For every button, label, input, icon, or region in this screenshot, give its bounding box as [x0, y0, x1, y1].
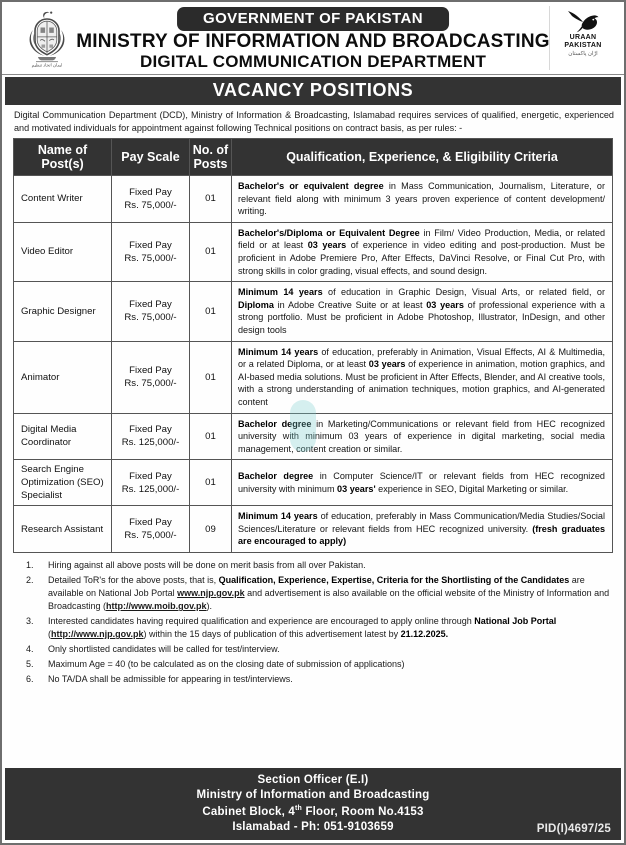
- column-header-post: Name of Post(s): [14, 139, 112, 176]
- footer-address-pre: Cabinet Block, 4: [202, 806, 296, 818]
- vacancy-table-body: [14, 176, 613, 553]
- government-of-pakistan-banner: GOVERNMENT OF PAKISTAN: [177, 7, 449, 31]
- cell-qualification: Minimum 14 years of education, preferably in Animation, Visual Effects, AI & Multimedia, or a related Diploma, or at least 03 years of experience in animation, motion graphics, and AI-based media solutions. Must be proficient in After Effects, Blender, and AI creative tools, with a strong understanding of animation techniques, motion graphics, and AI-generated content: [232, 341, 613, 413]
- pid-number: PID(I)4697/25: [536, 822, 611, 835]
- column-header-pay-scale: Pay Scale: [112, 139, 190, 176]
- table-row: [14, 282, 613, 341]
- pay-amount: Rs. 75,000/-: [124, 312, 177, 324]
- footer-address-post: Floor, Room No.4153: [302, 806, 424, 818]
- cell-post-name: Graphic Designer: [14, 282, 112, 341]
- vacancy-table: [13, 138, 613, 553]
- uraan-pakistan-logo: [549, 6, 616, 70]
- cell-qualification: Minimum 14 years of education in Graphic Design, Visual Arts, or related field, or Diploma in Adobe Creative Suite or at least 03 years of professional experience with a strong portfolio. Must be proficient in Adobe Photoshop, Illustrator, InDesign, and other design tools: [232, 282, 613, 341]
- pay-fixed-label: Fixed Pay: [129, 299, 172, 311]
- note-item: Detailed ToR's for the above posts, that is, Qualification, Experience, Expertise, Criteria for the Shortlisting of the Candidates are available on National Job Portal www.njp.gov.pk and advertisement is also available on the official website of the Ministry of Information and Broadcasting (http://www.moib.gov.pk).: [48, 575, 610, 612]
- cell-pay-scale: [112, 176, 190, 223]
- table-row: [14, 222, 613, 281]
- cell-no-of-posts: 01: [190, 341, 232, 413]
- department-title: DIGITAL COMMUNICATION DEPARTMENT: [139, 52, 487, 71]
- pay-amount: Rs. 125,000/-: [121, 483, 180, 495]
- cell-pay-scale: [112, 341, 190, 413]
- cell-qualification: Minimum 14 years of education, preferably in Mass Communication/Media Studies/Social Sciences/Literature or relevant fields from HEC recognized university. (fresh graduates are encouraged to apply): [232, 506, 613, 553]
- cell-no-of-posts: 01: [190, 282, 232, 341]
- pay-fixed-label: Fixed Pay: [129, 365, 172, 377]
- pay-fixed-label: Fixed Pay: [129, 186, 172, 198]
- footer-address-ordinal: th: [295, 805, 303, 813]
- note-item: Maximum Age = 40 (to be calculated as on the closing date of submission of applications): [48, 659, 405, 670]
- table-row: [14, 176, 613, 223]
- table-row: [14, 506, 613, 553]
- note-item: Hiring against all above posts will be done on merit basis from all over Pakistan.: [48, 560, 366, 571]
- pay-fixed-label: Fixed Pay: [129, 239, 172, 251]
- table-header-row: [14, 139, 613, 176]
- table-row: [14, 341, 613, 413]
- pay-fixed-label: Fixed Pay: [129, 424, 172, 436]
- pay-amount: Rs. 75,000/-: [124, 199, 177, 211]
- cell-post-name: Animator: [14, 341, 112, 413]
- pay-amount: Rs. 75,000/-: [124, 530, 177, 542]
- ministry-title: MINISTRY OF INFORMATION AND BROADCASTING: [76, 31, 550, 52]
- cell-post-name: Content Writer: [14, 176, 112, 223]
- cell-no-of-posts: 01: [190, 460, 232, 506]
- falcon-bird-icon: [566, 8, 600, 34]
- pay-amount: Rs. 75,000/-: [124, 378, 177, 390]
- cell-post-name: Digital Media Coordinator: [14, 413, 112, 460]
- cell-pay-scale: [112, 506, 190, 553]
- cell-post-name: Search Engine Optimization (SEO) Specialist: [14, 460, 112, 506]
- cell-pay-scale: [112, 222, 190, 281]
- cell-pay-scale: [112, 413, 190, 460]
- footer-ministry: Ministry of Information and Broadcasting: [196, 788, 430, 801]
- footer-section-officer: Section Officer (E.I): [257, 774, 369, 787]
- cell-qualification: Bachelor's or equivalent degree in Mass Communication, Journalism, Literature, or relevant field along with minimum 3 years proven experience of content development/ writing.: [232, 176, 613, 223]
- pay-fixed-label: Fixed Pay: [129, 470, 172, 482]
- cell-no-of-posts: 01: [190, 222, 232, 281]
- cell-pay-scale: [112, 282, 190, 341]
- uraan-logo-urdu: اڑان پاکستان: [568, 51, 598, 57]
- pay-fixed-label: Fixed Pay: [129, 517, 172, 529]
- cell-qualification: Bachelor's/Diploma or Equivalent Degree in Film/ Video Production, Media, or related field or at least 03 years of experience in video editing and post-production. Must be proficient in Adobe Premiere Pro, After Effects, DaVinci Resolve, or Final Cut Pro, with strong skills in color grading, visual effects, and sound design.: [232, 222, 613, 281]
- uraan-logo-name2: PAKISTAN: [564, 42, 602, 49]
- cell-qualification: Bachelor degree in Computer Science/IT or relevant fields from HEC recognized university with minimum 03 years' experience in SEO, Digital Marketing or similar.: [232, 460, 613, 506]
- table-row: [14, 460, 613, 506]
- footer-phone: Islamabad - Ph: 051-9103659: [232, 820, 394, 833]
- table-row: [14, 413, 613, 460]
- vacancy-positions-banner: VACANCY POSITIONS: [5, 77, 621, 105]
- cell-qualification: Bachelor degree in Marketing/Communications or relevant field from HEC recognized university with minimum 03 years of experience in digital marketing, social media management, content creation or similar.: [232, 413, 613, 460]
- notes-list: [14, 559, 614, 686]
- column-header-no-of-posts: No. of Posts: [190, 139, 232, 176]
- poster-footer: [5, 768, 621, 840]
- cell-pay-scale: [112, 460, 190, 506]
- footer-address: [5, 802, 621, 819]
- cell-no-of-posts: 01: [190, 413, 232, 460]
- pay-amount: Rs. 75,000/-: [124, 252, 177, 264]
- column-header-qualification: Qualification, Experience, & Eligibility Criteria: [232, 139, 613, 176]
- note-item: Interested candidates having required qualification and experience are encouraged to apply online through National Job Portal (http://www.njp.gov.pk) within the 15 days of publication of this advertisement latest by 21.12.2025.: [48, 616, 557, 640]
- cell-post-name: Research Assistant: [14, 506, 112, 553]
- note-item: Only shortlisted candidates will be called for test/interview.: [48, 644, 280, 655]
- cell-no-of-posts: 09: [190, 506, 232, 553]
- intro-paragraph: Digital Communication Department (DCD), Ministry of Information & Broadcasting, Islamabad requires services of qualified, energetic, experienced and motivated individuals for appointment against following Technical positions on contract basis, as per rules: -: [14, 110, 614, 133]
- poster-header: [2, 2, 624, 75]
- note-item: No TA/DA shall be admissible for appearing in test/interviews.: [48, 674, 293, 685]
- svg-text:ایمان اتحاد تنظیم: ایمان اتحاد تنظیم: [31, 62, 63, 68]
- uraan-logo-name: URAAN: [569, 34, 597, 41]
- pay-amount: Rs. 125,000/-: [121, 437, 180, 449]
- cell-no-of-posts: 01: [190, 176, 232, 223]
- cell-post-name: Video Editor: [14, 222, 112, 281]
